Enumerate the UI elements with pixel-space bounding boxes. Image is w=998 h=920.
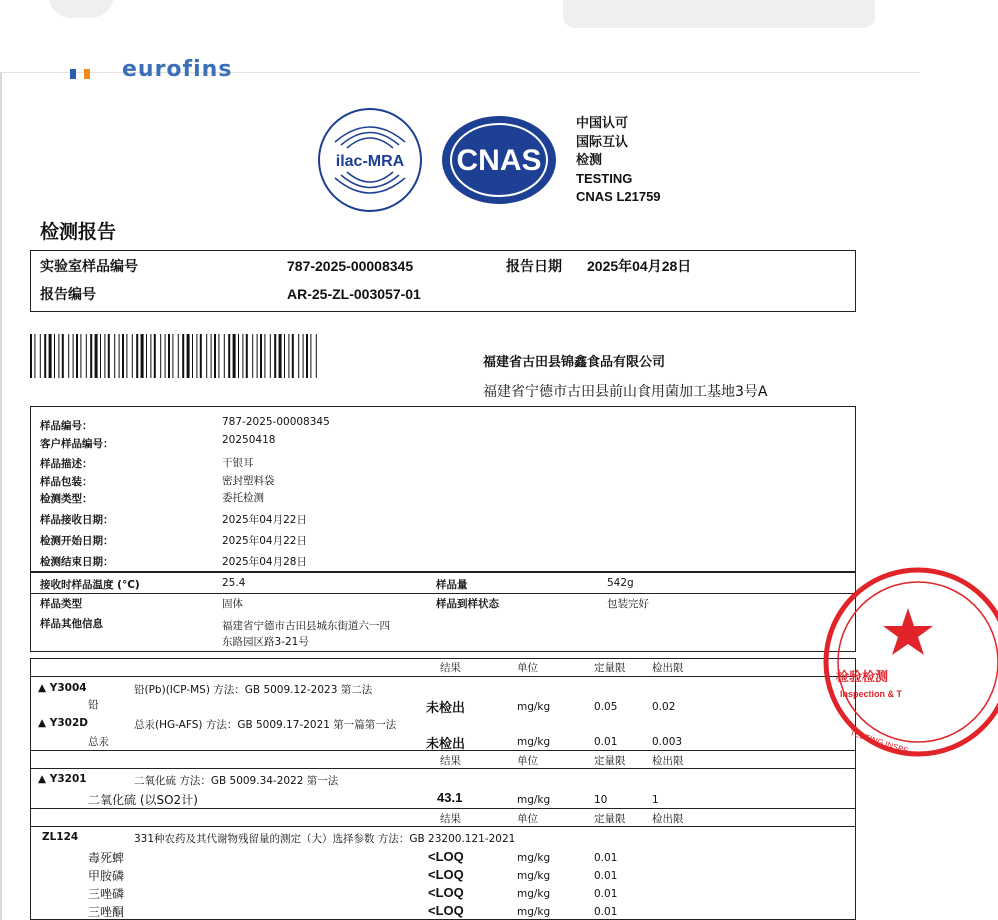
sample-info-value: 787-2025-00008345 — [222, 416, 330, 428]
barcode-bar — [292, 334, 294, 378]
sample-info-label: 检测类型： — [40, 493, 93, 505]
analyte-result: <LOQ — [428, 867, 464, 882]
barcode-bar — [214, 334, 216, 378]
other-info-line1: 福建省宁德市古田县城东街道六一四 — [222, 620, 390, 632]
report-date-label: 报告日期 — [506, 259, 562, 275]
col-lod: 检出限 — [652, 662, 684, 674]
col-unit: 单位 — [517, 662, 538, 674]
barcode-bar — [95, 334, 98, 378]
lab-sample-no-label: 实验室样品编号 — [40, 259, 138, 275]
barcode-bar — [58, 334, 59, 378]
analyte-unit: mg/kg — [517, 736, 551, 748]
analyte-result: <LOQ — [428, 849, 464, 864]
analyte-name: 甲胺磷 — [88, 869, 125, 883]
sample-info-value: 20250418 — [222, 434, 276, 446]
barcode-bar — [90, 334, 92, 378]
svg-text:Inspection & T: Inspection & T — [840, 689, 903, 699]
accreditation-line: 国际互认 — [576, 133, 629, 149]
analyte-result: <LOQ — [428, 903, 464, 918]
barcode-bar — [136, 334, 138, 378]
official-seal-stamp — [818, 566, 998, 762]
barcode-bar — [154, 334, 156, 378]
barcode-bar — [62, 334, 64, 378]
sample-info-label: 样品包装： — [40, 476, 93, 488]
test-code: ▲ Y3004 — [38, 682, 87, 694]
barcode-bar — [246, 334, 248, 378]
barcode-bar — [211, 334, 212, 378]
sample-info-box — [30, 406, 856, 572]
barcode-bar — [150, 334, 151, 378]
barcode-bar — [30, 334, 32, 378]
barcode-bar — [187, 334, 190, 378]
lab-sample-no: 787-2025-00008345 — [287, 258, 414, 274]
report-id-box — [30, 250, 856, 312]
test-code: ▲ Y3201 — [38, 773, 87, 785]
test-method: 总汞(HG-AFS) 方法：GB 5009.17-2021 第一篇第一法 — [134, 719, 397, 731]
analyte-unit: mg/kg — [517, 870, 551, 882]
barcode-bar — [200, 334, 202, 378]
sample-info-value: 2025年04月22日 — [222, 514, 307, 526]
analyte-lod: 1 — [652, 794, 659, 806]
barcode-bar — [160, 334, 161, 378]
sample-info-value: 委托检测 — [222, 492, 264, 504]
barcode-bar — [182, 334, 184, 378]
client-name: 福建省古田县锦鑫食品有限公司 — [483, 355, 666, 370]
barcode-bar — [233, 334, 236, 378]
sample-info-value: 干银耳 — [222, 457, 254, 469]
client-address: 福建省宁德市古田县前山食用菌加工基地3号A — [483, 384, 768, 400]
barcode-bar — [270, 334, 271, 378]
barcode-bar — [260, 334, 262, 378]
col-loq: 定量限 — [594, 813, 626, 825]
other-info-label: 样品其他信息 — [40, 618, 103, 630]
barcode-bar — [218, 334, 219, 378]
barcode-bar — [264, 334, 265, 378]
accreditation-line: TESTING — [576, 170, 633, 186]
analyte-lod: 0.02 — [652, 701, 676, 713]
analyte-result: 43.1 — [437, 790, 463, 805]
svg-text:检验检测: 检验检测 — [836, 670, 889, 685]
test-method: 二氧化硫 方法：GB 5009.34-2022 第一法 — [134, 775, 339, 787]
ilac-mra-logo — [317, 107, 423, 213]
temp-value: 25.4 — [222, 577, 246, 589]
type-value: 固体 — [222, 598, 243, 610]
svg-text:ilac-MRA: ilac-MRA — [335, 153, 405, 170]
barcode-bar — [141, 334, 144, 378]
svg-text:TESTING INSPE: TESTING INSPE — [848, 728, 910, 756]
barcode-bar — [68, 334, 69, 378]
sample-info-label: 检测结束日期： — [40, 556, 114, 568]
barcode-bar — [206, 334, 207, 378]
col-result: 结果 — [440, 755, 461, 767]
sample-info-value: 密封塑料袋 — [222, 475, 275, 487]
accreditation-line: 中国认可 — [576, 115, 629, 130]
analyte-name: 三唑磷 — [88, 887, 125, 901]
analyte-lod: 0.003 — [652, 736, 683, 748]
barcode-bar — [86, 334, 87, 378]
accreditation-number: CNAS L21759 — [576, 189, 661, 204]
barcode-bar — [279, 334, 282, 378]
analyte-unit: mg/kg — [517, 701, 551, 713]
cnas-logo — [440, 114, 558, 206]
analyte-result: 未检出 — [426, 700, 466, 715]
sample-info-value: 2025年04月28日 — [222, 556, 307, 568]
analyte-loq: 0.05 — [594, 701, 618, 713]
sample-info-label: 样品接收日期： — [40, 514, 114, 526]
other-info-line2: 东路园区路3-21号 — [222, 636, 309, 648]
sample-info-label: 样品编号： — [40, 420, 93, 432]
col-unit: 单位 — [517, 813, 538, 825]
barcode-bar — [126, 334, 127, 378]
divider — [30, 593, 856, 594]
qty-label: 样品量 — [436, 579, 468, 591]
analyte-name: 二氧化硫 (以SO2计) — [88, 793, 198, 807]
test-method: 铅(Pb)(ICP-MS) 方法：GB 5009.12-2023 第二法 — [134, 684, 373, 696]
col-loq: 定量限 — [594, 662, 626, 674]
barcode-bar — [34, 334, 35, 378]
divider — [30, 826, 856, 827]
barcode-bar — [242, 334, 243, 378]
barcode-bar — [288, 334, 289, 378]
accreditation-line: 检测 — [576, 152, 603, 167]
sample-info-label: 客户样品编号： — [40, 438, 114, 450]
analyte-unit: mg/kg — [517, 852, 551, 864]
company-logo: eurofins — [70, 73, 300, 81]
divider — [30, 750, 856, 751]
barcode-bar — [40, 334, 41, 378]
barcode-bar — [306, 334, 308, 378]
temp-label: 接收时样品温度 (°C) — [40, 579, 140, 591]
type-label: 样品类型 — [40, 598, 82, 610]
col-result: 结果 — [440, 662, 461, 674]
analyte-result: 未检出 — [426, 736, 466, 751]
analyte-name: 三唑酮 — [88, 905, 125, 919]
col-loq: 定量限 — [594, 755, 626, 767]
barcode-bar — [274, 334, 276, 378]
barcode-bar — [172, 334, 173, 378]
barcode-bar — [100, 334, 101, 378]
analyte-name: 总汞 — [88, 736, 109, 748]
col-lod: 检出限 — [652, 755, 684, 767]
back-button[interactable] — [48, 0, 114, 18]
analyte-loq: 0.01 — [594, 906, 618, 918]
report-date: 2025年04月28日 — [587, 258, 692, 274]
divider — [30, 676, 856, 677]
barcode-bar — [224, 334, 225, 378]
barcode-bar — [228, 334, 230, 378]
analyte-result: <LOQ — [428, 885, 464, 900]
col-result: 结果 — [440, 813, 461, 825]
analyte-loq: 10 — [594, 794, 608, 806]
barcode-bar — [54, 334, 55, 378]
report-no-label: 报告编号 — [40, 287, 96, 303]
barcode-bar — [310, 334, 311, 378]
barcode-bar — [76, 334, 78, 378]
analyte-loq: 0.01 — [594, 888, 618, 900]
state-label: 样品到样状态 — [436, 598, 499, 610]
test-code: ▲ Y302D — [38, 717, 88, 729]
analyte-loq: 0.01 — [594, 852, 618, 864]
barcode-bar — [303, 334, 304, 378]
sample-info-label: 样品描述： — [40, 458, 93, 470]
barcode-bar — [284, 334, 285, 378]
barcode-bar — [252, 334, 253, 378]
barcode-bar — [44, 334, 46, 378]
divider — [30, 768, 856, 769]
state-value: 包装完好 — [607, 598, 649, 610]
test-code: ZL124 — [42, 831, 79, 843]
barcode-bar — [122, 334, 124, 378]
analyte-unit: mg/kg — [517, 794, 551, 806]
analyte-unit: mg/kg — [517, 888, 551, 900]
barcode-bar — [316, 334, 317, 378]
report-title: 检测报告 — [40, 221, 117, 243]
barcode-bar — [119, 334, 120, 378]
qty-value: 542g — [607, 577, 634, 589]
barcode-bar — [49, 334, 52, 378]
analyte-loq: 0.01 — [594, 736, 618, 748]
report-no: AR-25-ZL-003057-01 — [287, 286, 421, 302]
barcode-bar — [178, 334, 179, 378]
sample-info-value: 2025年04月22日 — [222, 535, 307, 547]
analyte-loq: 0.01 — [594, 870, 618, 882]
barcode-bar — [238, 334, 239, 378]
barcode-bar — [196, 334, 197, 378]
barcode-bar — [80, 334, 81, 378]
barcode-bar — [132, 334, 133, 378]
barcode — [30, 334, 322, 378]
svg-text:CNAS: CNAS — [456, 144, 542, 177]
analyte-unit: mg/kg — [517, 906, 551, 918]
divider — [30, 808, 856, 809]
analyte-name: 毒死蜱 — [88, 851, 125, 865]
barcode-bar — [165, 334, 166, 378]
col-unit: 单位 — [517, 755, 538, 767]
test-method: 331种农药及其代谢物残留量的测定（大）选择参数 方法：GB 23200.121-2021 — [134, 833, 516, 845]
barcode-bar — [114, 334, 115, 378]
barcode-bar — [298, 334, 299, 378]
accreditation-text — [576, 114, 661, 207]
search-field[interactable] — [563, 0, 875, 28]
barcode-bar — [257, 334, 258, 378]
sample-info-label: 检测开始日期： — [40, 535, 114, 547]
barcode-bar — [146, 334, 147, 378]
barcode-bar — [192, 334, 193, 378]
analyte-name: 铅 — [88, 699, 99, 711]
barcode-bar — [108, 334, 110, 378]
barcode-bar — [73, 334, 74, 378]
barcode-bar — [168, 334, 170, 378]
col-lod: 检出限 — [652, 813, 684, 825]
barcode-bar — [104, 334, 105, 378]
